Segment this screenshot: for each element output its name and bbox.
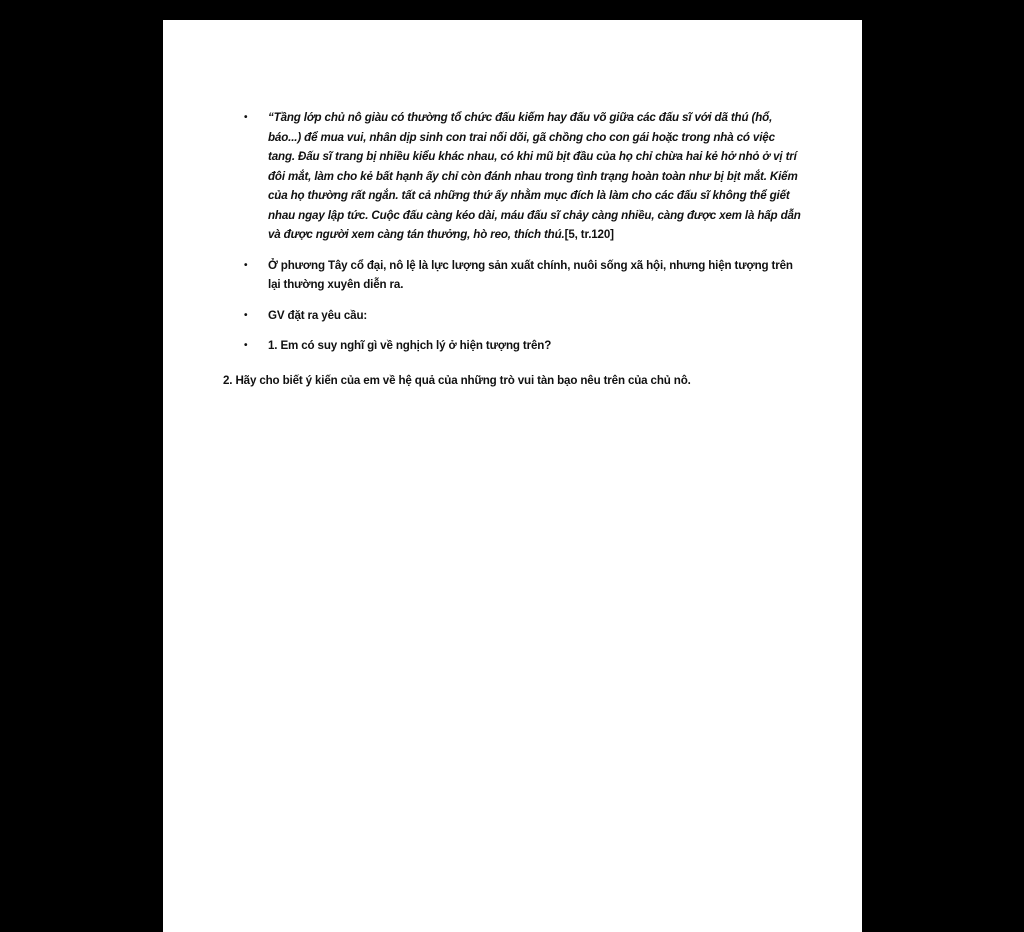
list-item-context [163, 256, 803, 295]
list-item-text: 1. Em có suy nghĩ gì về nghịch lý ở hiện tượng trên? [268, 339, 552, 352]
list-item-quote [163, 108, 803, 245]
quote-text: “Tầng lớp chủ nô giàu có thường tổ chức đấu kiếm hay đấu võ giữa các đấu sĩ với dã thú (hổ, báo...) để mua vui, nhân dịp sinh con trai nối dõi, gã chồng cho con gái hoặc trong nhà có việc tang. Đấu sĩ trang bị nhiều kiểu khác nhau, có khi mũ bịt đầu của họ chỉ chừa hai kẻ hở nhỏ ở vị trí đôi mắt, làm cho kẻ bất hạnh ấy chỉ còn đánh nhau trong tình trạng hoàn toàn như bị bịt mắt. Kiếm của họ thường rất ngắn. tất cả những thứ ấy nhằm mục đích là làm cho các đấu sĩ không thể giết nhau ngay lập tức. Cuộc đấu càng kéo dài, máu đấu sĩ chảy càng nhiều, càng được xem là hấp dẫn và được người xem càng tán thưởng, hò reo, thích thú. [268, 111, 801, 241]
bullet-mark: • [244, 259, 248, 271]
list-item-teacher-request [163, 306, 803, 326]
question-2: 2. Hãy cho biết ý kiến của em về hệ quả của những trò vui tàn bạo nêu trên của chủ nô. [223, 374, 691, 387]
list-item-text: Ở phương Tây cổ đại, nô lệ là lực lượng sản xuất chính, nuôi sống xã hội, nhưng hiện tượng trên lại thường xuyên diễn ra. [268, 258, 793, 291]
list-item-text: GV đặt ra yêu cầu: [268, 308, 368, 322]
bullet-mark: • [244, 309, 248, 321]
citation: [5, tr.120] [564, 228, 614, 241]
bullet-mark: • [244, 340, 248, 351]
bullet-mark: • [244, 112, 248, 123]
list-item-question-1 [163, 336, 803, 356]
document-page [163, 20, 862, 932]
bullet-list [163, 108, 862, 367]
